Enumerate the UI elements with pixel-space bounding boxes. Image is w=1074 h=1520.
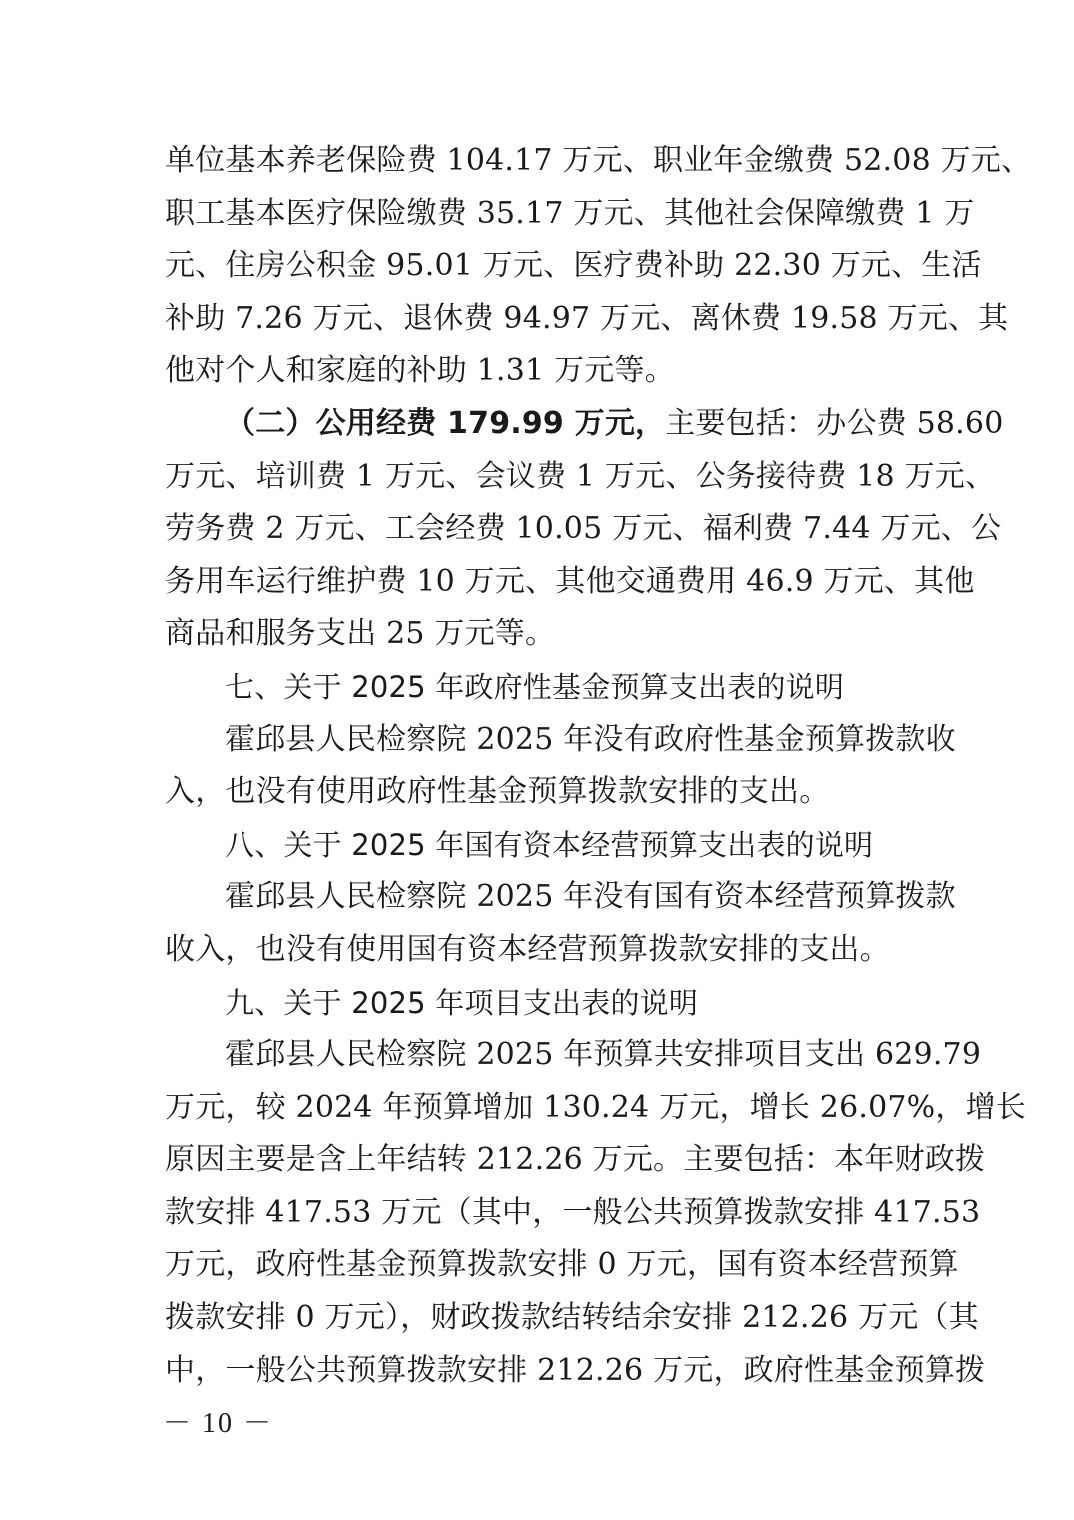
body-line: 补助 7.26 万元、退休费 94.97 万元、离休费 19.58 万元、其 [165,300,1009,336]
section-9-paragraph-start: 霍邱县人民检察院 2025 年预算共安排项目支出 629.79 [225,1037,982,1073]
section-heading-7: 七、关于 2025 年政府性基金预算支出表的说明 [225,669,845,704]
body-line: 商品和服务支出 25 万元等。 [165,616,556,652]
body-line: 他对个人和家庭的补助 1.31 万元等。 [165,353,675,389]
section-8-paragraph-start: 霍邱县人民检察院 2025 年没有国有资本经营预算拨款 [225,879,956,915]
body-line: 入，也没有使用政府性基金预算拨款安排的支出。 [165,774,830,810]
body-line: 务用车运行维护费 10 万元、其他交通费用 46.9 万元、其他 [165,563,975,599]
body-line: 职工基本医疗保险缴费 35.17 万元、其他社会保障缴费 1 万 [165,195,975,231]
body-line: 万元、培训费 1 万元、会议费 1 万元、公务接待费 18 万元、 [165,458,996,494]
body-line: 中，一般公共预算拨款安排 212.26 万元，政府性基金预算拨 [165,1352,986,1388]
body-line: 款安排 417.53 万元（其中，一般公共预算拨款安排 417.53 [165,1194,981,1230]
section-heading-8: 八、关于 2025 年国有资本经营预算支出表的说明 [225,827,874,862]
body-line: 万元，政府性基金预算拨款安排 0 万元，国有资本经营预算 [165,1247,959,1283]
document-body [165,135,1032,1397]
section-7-paragraph-start: 霍邱县人民检察院 2025 年没有政府性基金预算拨款收 [225,721,956,757]
body-line: 单位基本养老保险费 104.17 万元、职业年金缴费 52.08 万元、 [165,143,1032,178]
body-line: 收入，也没有使用国有资本经营预算拨款安排的支出。 [165,931,890,967]
public-expense-heading: （二）公用经费 179.99 万元， [225,405,666,441]
section-heading-9: 九、关于 2025 年项目支出表的说明 [225,985,699,1020]
body-line: 元、住房公积金 95.01 万元、医疗费补助 22.30 万元、生活 [165,248,982,284]
body-line-text: 主要包括：办公费 58.60 [665,405,1004,441]
body-line: 原因主要是含上年结转 212.26 万元。主要包括：本年财政拨 [165,1142,986,1178]
body-line: 万元，较 2024 年预算增加 130.24 万元，增长 26.07%，增长 [165,1089,1026,1125]
body-line: 劳务费 2 万元、工会经费 10.05 万元、福利费 7.44 万元、公 [165,511,1002,547]
body-line: 拨款安排 0 万元），财政拨款结转结余安排 212.26 万元（其 [165,1300,979,1336]
page-number: － 10 － [163,1408,274,1439]
public-expense-paragraph-start [165,398,1004,451]
